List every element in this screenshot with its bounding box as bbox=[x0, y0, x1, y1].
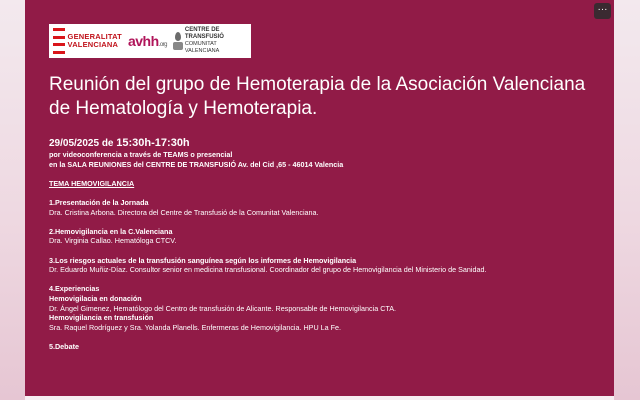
agenda-item-speaker: Dra. Virginia Callao. Hematóloga CTCV. bbox=[49, 236, 177, 246]
event-location: en la SALA REUNIONES del CENTRE DE TRANSFUSIÓ Av. del Cid ,65 - 46014 Valencia bbox=[49, 159, 344, 169]
agenda-item-title: 5.Debate bbox=[49, 341, 79, 351]
generalitat-logo-text: GENERALITAT VALENCIANA bbox=[67, 31, 122, 49]
agenda-item-title: 1.Presentación de la Jornada bbox=[49, 197, 149, 207]
centre-transfusio-logo-text: CENTRE DE TRANSFUSIÓ COMUNITAT VALENCIANA bbox=[184, 27, 224, 54]
agenda-item-speaker: Dr. Eduardo Muñiz-Díaz. Consultor senior en medicina transfusional. Coordinador del grupo de Hemovigilancia del Ministerio de Sanidad. bbox=[49, 265, 487, 275]
agenda-item-title: 4.Experiencias bbox=[49, 284, 100, 294]
agenda-subitem-title: Hemovigilancia en transfusión bbox=[49, 313, 154, 323]
agenda-item-title: 2.Hemovigilancia en la C.Valenciana bbox=[49, 226, 173, 236]
generalitat-logo-icon bbox=[53, 28, 65, 54]
agenda-item-speaker: Dr. Ángel Gimenez, Hematólogo del Centro de transfusión de Alicante. Responsable de Hemovigilancia CTA. bbox=[49, 303, 397, 313]
bottom-divider bbox=[25, 396, 614, 400]
topic-heading: TEMA HEMOVIGILANCIA bbox=[49, 178, 135, 188]
event-card bbox=[25, 0, 614, 396]
more-options-button[interactable]: ··· bbox=[594, 3, 611, 19]
event-datetime: 29/05/2025 de 15:30h-17:30h bbox=[49, 137, 190, 149]
agenda-subitem-title: Hemovigilacia en donación bbox=[49, 293, 142, 303]
page-title: Reunión del grupo de Hemoterapia de la Asociación Valenciana de Hematología y Hemoterapia. bbox=[49, 74, 586, 119]
logos-banner bbox=[49, 24, 251, 58]
agenda-item-speaker: Sra. Raquel Rodríguez y Sra. Yolanda Planells. Enfermeras de Hemovigilancia. HPU La Fe. bbox=[49, 322, 342, 332]
centre-transfusio-logo-icon bbox=[172, 30, 182, 52]
event-details bbox=[49, 137, 609, 351]
event-mode: por videoconferencia a través de TEAMS o presencial bbox=[49, 150, 233, 159]
agenda-item-title: 3.Los riesgos actuales de la transfusión sanguínea según los informes de Hemovigilancia bbox=[49, 255, 357, 265]
avhh-logo: avhh.org bbox=[127, 33, 167, 49]
agenda-item-speaker: Dra. Cristina Arbona. Directora del Centre de Transfusió de la Comunitat Valenciana. bbox=[49, 207, 319, 217]
